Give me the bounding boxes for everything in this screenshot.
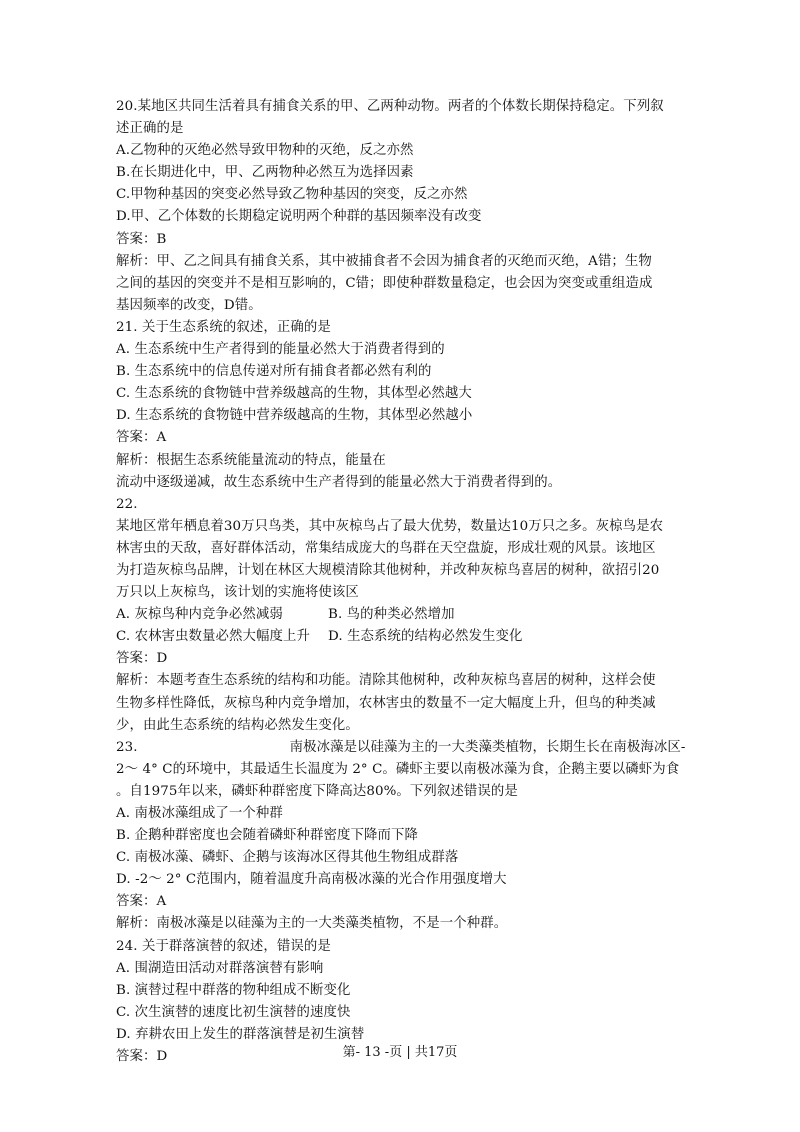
question-22-option-d: D. 生态系统的结构必然发生变化: [328, 629, 523, 645]
question-20-answer: 答案：B: [116, 231, 167, 247]
question-22-answer: 答案：D: [116, 651, 168, 667]
question-22-analysis-line-2: 生物多样性降低，灰椋鸟种内竞争增加，农林害虫的数量不一定大幅度上升，但鸟的种类减: [116, 695, 656, 711]
question-21-option-c: C. 生态系统的食物链中营养级越高的生物，其体型必然越大: [116, 386, 472, 402]
question-23-stem-line-1: [116, 737, 696, 759]
page-content: [116, 96, 696, 1068]
question-23-stem-line-3: 。自1975年以来，磷虾种群密度下降高达80%。下列叙述错误的是: [116, 783, 518, 799]
question-23-analysis: 解析：南极冰藻是以硅藻为主的一大类藻类植物，不是一个种群。: [116, 916, 508, 932]
question-20-analysis-line-1: 解析：甲、乙之间具有捕食关系，其中被捕食者不会因为捕食者的灭绝而灭绝，A错；生物: [116, 253, 652, 269]
question-20-option-d: D.甲、乙个体数的长期稳定说明两个种群的基因频率没有改变: [116, 209, 482, 225]
question-20: [116, 96, 696, 317]
question-23-number: 23.: [116, 739, 138, 755]
question-22-option-c: C. 农林害虫数量必然大幅度上升: [116, 629, 310, 645]
question-24-stem: 24. 关于群落演替的叙述，错误的是: [116, 938, 331, 954]
question-20-option-c: C.甲物种基因的突变必然导致乙物种基因的突变，反之亦然: [116, 187, 468, 203]
question-24-option-d: D. 弃耕农田上发生的群落演替是初生演替: [116, 1026, 365, 1042]
question-21-stem: 21. 关于生态系统的叙述，正确的是: [116, 319, 331, 335]
question-20-analysis-line-2: 之间的基因的突变并不是相互影响的，C错；即使种群数量稳定，也会因为突变或重组造成: [116, 275, 653, 291]
question-20-option-b: B.在长期进化中，甲、乙两物种必然互为选择因素: [116, 165, 414, 181]
question-22-stem-line-1: 某地区常年栖息着30万只鸟类，其中灰椋鸟占了最大优势，数量达10万只之多。灰椋鸟是农: [116, 518, 664, 534]
question-22-analysis-line-1: 解析：本题考查生态系统的结构和功能。清除其他树种，改种灰椋鸟喜居的树种，这样会使: [116, 673, 656, 689]
question-22-stem-line-3: 为打造灰椋鸟品牌，计划在林区大规模清除其他树种，并改种灰椋鸟喜居的树种，欲招引20: [116, 562, 660, 578]
question-21-answer: 答案：A: [116, 430, 167, 446]
question-21-option-d: D. 生态系统的食物链中营养级越高的生物，其体型必然越小: [116, 408, 473, 424]
question-23-answer: 答案：A: [116, 894, 167, 910]
question-23-stem-text: 南极冰藻是以硅藻为主的一大类藻类植物，长期生长在南极海冰区-: [289, 739, 686, 755]
question-20-stem-line-1: 20.某地区共同生活着具有捕食关系的甲、乙两种动物。两者的个体数长期保持稳定。下列叙: [116, 99, 664, 114]
question-24-option-a: A. 围湖造田活动对群落演替有影响: [116, 960, 324, 976]
question-21-option-a: A. 生态系统中生产者得到的能量必然大于消费者得到的: [116, 342, 445, 358]
question-21-analysis-line-1: 解析：根据生态系统能量流动的特点，能量在: [116, 452, 386, 468]
question-22-stem-line-2: 林害虫的天敌，喜好群体活动，常集结成庞大的鸟群在天空盘旋，形成壮观的风景。该地区: [116, 540, 656, 556]
question-22-options-row-1: [116, 604, 696, 626]
question-20-option-a: A.乙物种的灭绝必然导致甲物种的灭绝，反之亦然: [116, 143, 414, 159]
question-24-option-b: B. 演替过程中群落的物种组成不断变化: [116, 982, 351, 998]
question-20-analysis-line-3: 基因频率的改变，D错。: [116, 297, 262, 313]
question-22-number: 22.: [116, 496, 138, 512]
question-20-stem-line-2: 述正确的是: [116, 121, 184, 137]
question-23-option-d: D. -2～ 2° C范围内，随着温度升高南极冰藻的光合作用强度增大: [116, 872, 507, 888]
question-23-stem-line-2: 2～ 4° C的环境中，其最适生长温度为 2° C。磷虾主要以南极冰藻为食，企鹅主要以磷虾为食: [116, 761, 680, 777]
question-22-analysis-line-3: 少，由此生态系统的结构必然发生变化。: [116, 717, 359, 733]
question-24-option-c: C. 次生演替的速度比初生演替的速度快: [116, 1004, 351, 1020]
question-21-analysis-line-2: 流动中逐级递减，故生态系统中生产者得到的能量必然大于消费者得到的。: [116, 474, 562, 490]
question-23: [116, 737, 696, 936]
question-24-answer: 答案：D: [116, 1049, 168, 1065]
question-22: [116, 494, 696, 737]
question-22-options-row-2: [116, 626, 696, 648]
question-23-option-b: B. 企鹅种群密度也会随着磷虾种群密度下降而下降: [116, 828, 418, 844]
question-21-option-b: B. 生态系统中的信息传递对所有捕食者都必然有利的: [116, 364, 432, 380]
page-footer: 第- 13 -页 | 共17页: [342, 1045, 458, 1060]
question-23-option-a: A. 南极冰藻组成了一个种群: [116, 806, 283, 821]
question-23-option-c: C. 南极冰藻、磷虾、企鹅与该海冰区得其他生物组成群落: [116, 850, 459, 866]
question-22-option-b: B. 鸟的种类必然增加: [328, 607, 455, 623]
question-22-stem-line-4: 万只以上灰椋鸟，该计划的实施将使该区: [116, 585, 359, 601]
question-22-option-a: A. 灰椋鸟种内竞争必然减弱: [116, 607, 283, 623]
question-21: [116, 317, 696, 494]
